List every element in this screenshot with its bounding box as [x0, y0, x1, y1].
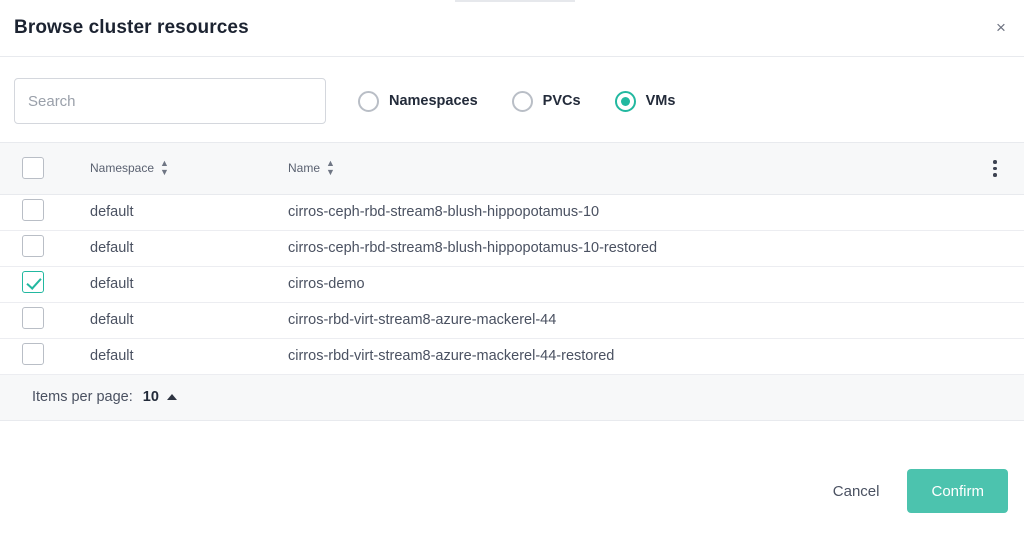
- row-spacer-cell: [984, 230, 1024, 266]
- row-namespace-text: default: [90, 204, 134, 220]
- row-select-cell: [0, 302, 76, 338]
- row-name-cell: [286, 266, 984, 302]
- table-row[interactable]: [0, 266, 1024, 302]
- row-name-text: cirros-ceph-rbd-stream8-blush-hippopotamus-10-restored: [288, 240, 658, 256]
- row-namespace-cell: [76, 194, 286, 230]
- confirm-button[interactable]: Confirm: [907, 469, 1008, 513]
- table-row[interactable]: [0, 230, 1024, 266]
- row-name-text: cirros-demo: [288, 276, 365, 292]
- radio-label-vms: VMs: [645, 93, 676, 109]
- row-select-cell: [0, 338, 76, 374]
- table-header-row: [0, 143, 1024, 194]
- name-header-label: Name: [288, 161, 321, 176]
- row-spacer-cell: [984, 302, 1024, 338]
- namespace-header-label: Namespace: [90, 161, 155, 176]
- row-namespace-cell: [76, 266, 286, 302]
- row-checkbox[interactable]: [22, 271, 44, 293]
- kebab-menu-icon[interactable]: [984, 160, 1006, 177]
- row-namespace-text: default: [90, 240, 134, 256]
- select-all-header-cell: [0, 143, 76, 194]
- radio-circle-icon: [512, 91, 533, 112]
- row-name-cell: [286, 338, 984, 374]
- cancel-button[interactable]: Cancel: [827, 473, 886, 510]
- row-namespace-text: default: [90, 312, 134, 328]
- row-select-cell: [0, 194, 76, 230]
- row-namespace-cell: [76, 230, 286, 266]
- row-namespace-cell: [76, 338, 286, 374]
- row-checkbox[interactable]: [22, 199, 44, 221]
- namespace-header-cell[interactable]: [76, 143, 286, 194]
- table-row[interactable]: [0, 302, 1024, 338]
- table-row[interactable]: [0, 338, 1024, 374]
- row-spacer-cell: [984, 266, 1024, 302]
- name-header-cell[interactable]: [286, 143, 984, 194]
- radio-circle-icon: [615, 91, 636, 112]
- radio-label-pvcs: PVCs: [542, 93, 581, 109]
- row-checkbox[interactable]: [22, 343, 44, 365]
- table-row[interactable]: [0, 194, 1024, 230]
- items-per-page-value[interactable]: 10: [142, 389, 159, 405]
- row-checkbox[interactable]: [22, 235, 44, 257]
- page-title: Browse cluster resources: [14, 17, 249, 38]
- row-name-text: cirros-ceph-rbd-stream8-blush-hippopotamus-10: [288, 204, 600, 220]
- sort-icon[interactable]: ▲ ▼: [160, 158, 169, 178]
- filter-row: [0, 57, 1024, 142]
- row-namespace-text: default: [90, 348, 134, 364]
- row-name-text: cirros-rbd-virt-stream8-azure-mackerel-44-restored: [288, 348, 615, 364]
- sort-icon[interactable]: ▲ ▼: [326, 158, 335, 178]
- row-name-cell: [286, 194, 984, 230]
- resource-type-radio-group: [358, 91, 675, 112]
- column-options-header-cell: [984, 143, 1024, 194]
- row-name-text: cirros-rbd-virt-stream8-azure-mackerel-44: [288, 312, 557, 328]
- row-select-cell: [0, 230, 76, 266]
- items-per-page-label: Items per page:: [32, 389, 133, 405]
- close-icon[interactable]: ×: [990, 16, 1012, 38]
- radio-option-vms[interactable]: [615, 91, 676, 112]
- row-name-cell: [286, 302, 984, 338]
- row-checkbox[interactable]: [22, 307, 44, 329]
- row-namespace-cell: [76, 302, 286, 338]
- row-spacer-cell: [984, 194, 1024, 230]
- radio-option-pvcs[interactable]: [512, 91, 581, 112]
- resources-table-wrap: [0, 142, 1024, 421]
- dialog-header: [0, 0, 1024, 57]
- row-namespace-text: default: [90, 276, 134, 292]
- radio-circle-icon: [358, 91, 379, 112]
- resources-table: [0, 143, 1024, 375]
- chevron-up-icon[interactable]: [167, 394, 177, 400]
- radio-label-namespaces: Namespaces: [389, 93, 478, 109]
- row-spacer-cell: [984, 338, 1024, 374]
- radio-option-namespaces[interactable]: [358, 91, 478, 112]
- dialog-footer: [0, 443, 1024, 539]
- pagination-bar: [0, 375, 1024, 421]
- row-name-cell: [286, 230, 984, 266]
- row-select-cell: [0, 266, 76, 302]
- search-input[interactable]: [14, 78, 326, 124]
- select-all-checkbox[interactable]: [22, 157, 44, 179]
